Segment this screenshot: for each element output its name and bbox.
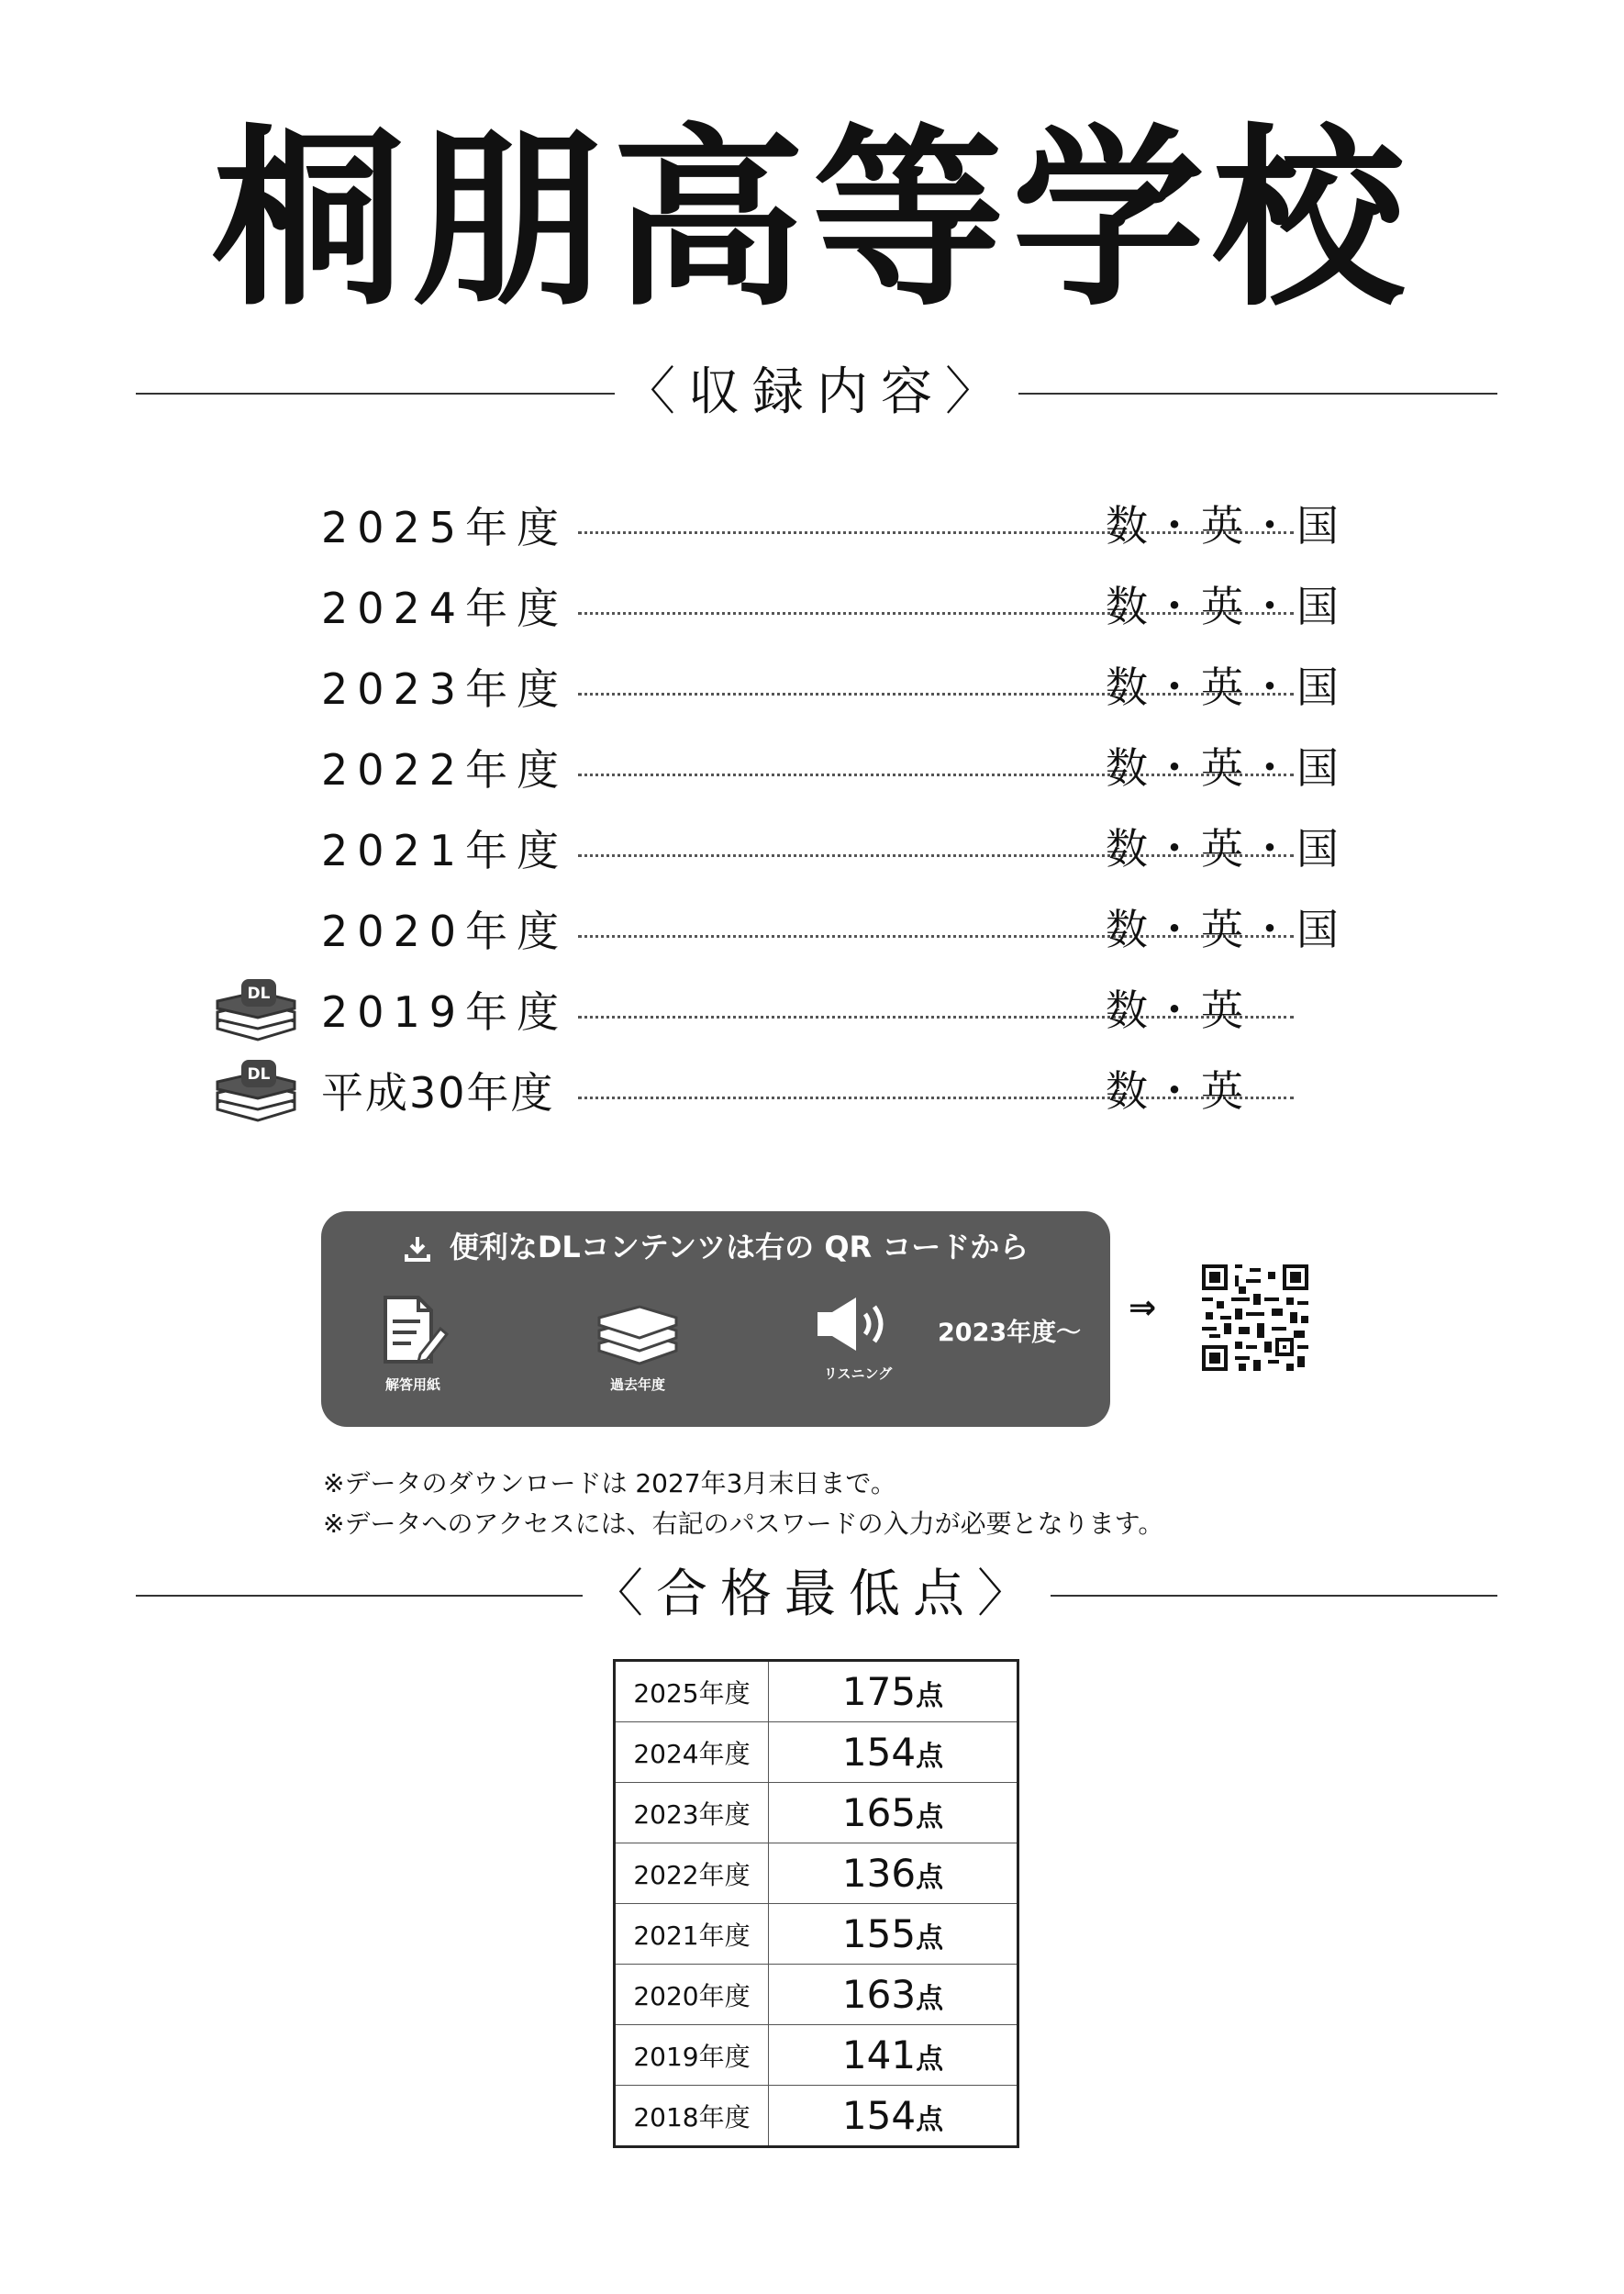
score-value: 175 (841, 1669, 917, 1714)
contents-row (211, 482, 1349, 562)
scores-heading: 〈合格最低点〉 (583, 1563, 1051, 1627)
score-year: 2021年度 (615, 1904, 769, 1965)
contents-subjects: 数・英・国 (1106, 582, 1344, 631)
table-row (615, 1904, 1018, 1965)
dl-badge-label: DL (247, 985, 271, 1003)
school-title: 桐朋高等学校 (211, 107, 1412, 332)
contents-year: 平成30年度 (321, 1068, 555, 1118)
score-value: 163 (841, 1972, 917, 2017)
table-row (615, 1965, 1018, 2025)
score-cell (769, 1783, 1018, 1843)
contents-row (211, 805, 1349, 885)
score-value: 165 (841, 1790, 917, 1835)
download-item-label: 過去年度 (609, 1376, 665, 1393)
table-row (615, 1843, 1018, 1904)
contents-row (211, 885, 1349, 966)
contents-row (211, 1047, 1349, 1128)
download-item-answer-sheet (344, 1292, 482, 1394)
score-cell (769, 1904, 1018, 1965)
score-unit: 点 (916, 1922, 944, 1954)
score-value: 136 (841, 1851, 917, 1896)
score-year: 2018年度 (615, 2086, 769, 2147)
download-item-listening (789, 1292, 927, 1383)
score-year: 2020年度 (615, 1965, 769, 2025)
dl-books-icon (214, 975, 298, 1043)
passing-score-table (613, 1659, 1019, 2148)
contents-subjects: 数・英・国 (1106, 824, 1344, 874)
contents-year: 2022年度 (321, 745, 569, 795)
score-unit: 点 (916, 1680, 944, 1712)
download-icon (403, 1234, 432, 1264)
scores-section-header (136, 1563, 1497, 1627)
score-cell (769, 1722, 1018, 1783)
score-cell (769, 2025, 1018, 2086)
contents-list (211, 482, 1349, 1128)
score-value: 155 (841, 1911, 917, 1956)
note-line: ※データのダウンロードは 2027年3月末日まで。 (323, 1468, 896, 1498)
contents-year: 2025年度 (321, 503, 569, 552)
download-box-heading (321, 1224, 1110, 1266)
contents-year: 2019年度 (321, 987, 569, 1037)
table-row (615, 1783, 1018, 1843)
score-value: 154 (841, 2093, 917, 2138)
contents-row (211, 724, 1349, 805)
score-unit: 点 (916, 2104, 944, 2136)
contents-subjects: 数・英・国 (1106, 905, 1344, 954)
contents-year: 2024年度 (321, 584, 569, 633)
books-icon (594, 1292, 682, 1367)
table-row (615, 2025, 1018, 2086)
score-unit: 点 (916, 1862, 944, 1894)
table-row (615, 1661, 1018, 1722)
score-cell (769, 2086, 1018, 2147)
score-unit: 点 (916, 1741, 944, 1773)
contents-year: 2021年度 (321, 826, 569, 875)
contents-subjects: 数・英 (1106, 1066, 1249, 1116)
score-unit: 点 (916, 1983, 944, 2015)
contents-subjects: 数・英・国 (1106, 743, 1344, 793)
score-year: 2023年度 (615, 1783, 769, 1843)
contents-subjects: 数・英・国 (1106, 501, 1344, 551)
score-year: 2025年度 (615, 1661, 769, 1722)
contents-subjects: 数・英・国 (1106, 663, 1344, 712)
score-cell (769, 1965, 1018, 2025)
score-value: 154 (841, 1730, 917, 1775)
score-unit: 点 (916, 2043, 944, 2076)
contents-row (211, 643, 1349, 724)
answer-sheet-icon (376, 1292, 450, 1367)
score-value: 141 (841, 2032, 917, 2077)
score-unit: 点 (916, 1801, 944, 1833)
contents-section-header (136, 361, 1497, 425)
score-cell (769, 1661, 1018, 1722)
score-cell (769, 1843, 1018, 1904)
dl-badge-label: DL (247, 1065, 271, 1084)
table-row (615, 2086, 1018, 2147)
download-info-box (321, 1211, 1110, 1427)
contents-year: 2020年度 (321, 907, 569, 956)
contents-subjects: 数・英 (1106, 986, 1249, 1035)
contents-row (211, 966, 1349, 1047)
score-year: 2024年度 (615, 1722, 769, 1783)
listening-since-label: 2023年度〜 (938, 1319, 1082, 1347)
note-line: ※データへのアクセスには、右記のパスワードの入力が必要となります。 (323, 1509, 1164, 1539)
arrow-to-qr: ⇒ (1129, 1289, 1157, 1327)
score-year: 2022年度 (615, 1843, 769, 1904)
download-item-label: リスニング (823, 1365, 893, 1382)
contents-row (211, 562, 1349, 643)
contents-year: 2023年度 (321, 664, 569, 714)
download-box-heading-text: 便利なDLコンテンツは右の QR コードから (449, 1230, 1029, 1264)
contents-heading: 〈収録内容〉 (615, 361, 1018, 425)
dl-books-icon (214, 1056, 298, 1124)
score-year: 2019年度 (615, 2025, 769, 2086)
qr-code-icon[interactable] (1202, 1264, 1308, 1371)
download-notes (323, 1464, 1163, 1544)
speaker-icon (812, 1292, 904, 1356)
download-item-label: 解答用紙 (384, 1376, 440, 1393)
download-item-past-years (569, 1292, 706, 1394)
table-row (615, 1722, 1018, 1783)
